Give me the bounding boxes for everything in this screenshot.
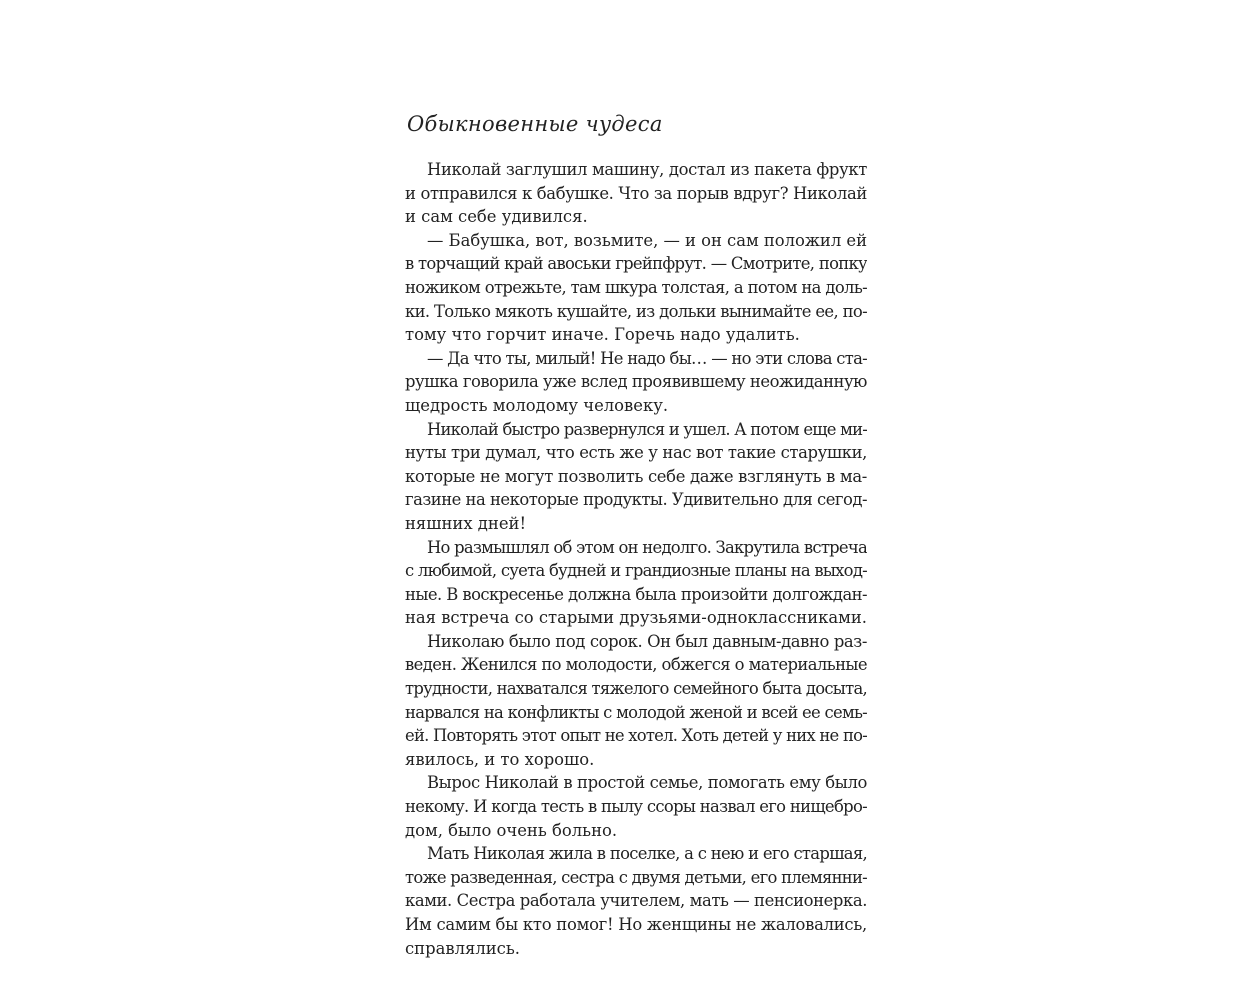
text-line: справлялись. (405, 938, 520, 958)
text-line: газине на некоторые продукты. Удивительно для сегод- (405, 490, 867, 510)
text-line: тому что горчит иначе. Горечь надо удалить. (405, 325, 800, 345)
text-line: и отправился к бабушке. Что за порыв вдруг? Николай (405, 183, 867, 203)
text-line: нуты три думал, что есть же у нас вот такие старушки, (405, 443, 867, 463)
text-line: ные. В воскресенье должна была произойти долгождан- (405, 584, 867, 604)
text-line: ками. Сестра работала учителем, мать — пенсионерка. (405, 891, 867, 911)
text-line: няшних дней! (405, 513, 527, 533)
text-line: и сам себе удивился. (405, 207, 588, 227)
text-line: трудности, нахватался тяжелого семейного быта досыта, (405, 679, 867, 699)
text-line: Николай быстро развернулся и ушел. А потом еще ми- (427, 419, 867, 439)
text-line: — Да что ты, милый! Не надо бы… — но эти слова ста- (427, 348, 867, 368)
text-line: щедрость молодому человеку. (405, 395, 669, 415)
text-line: — Бабушка, вот, возьмите, — и он сам положил ей (427, 230, 867, 250)
text-line: дом, было очень больно. (405, 820, 618, 840)
text-line: ей. Повторять этот опыт не хотел. Хоть детей у них не по- (405, 726, 867, 746)
text-line: рушка говорила уже вслед проявившему неожиданную (405, 372, 867, 392)
text-line: Но размышлял об этом он недолго. Закрутила встреча (427, 537, 867, 557)
text-line: с любимой, суета будней и грандиозные планы на выход- (405, 561, 867, 581)
text-line: ножиком отрежьте, там шкура толстая, а потом на доль- (405, 277, 867, 297)
text-line: тоже разведенная, сестра с двумя детьми, его племянни- (405, 867, 867, 887)
text-line: ки. Только мякоть кушайте, из дольки вынимайте ее, по- (405, 301, 867, 321)
text-line: Им самим бы кто помог! Но женщины не жаловались, (405, 915, 867, 934)
text-line: Мать Николая жила в поселке, а с нею и его старшая, (427, 844, 867, 864)
text-line: явилось, и то хорошо. (405, 749, 595, 769)
text-line: Вырос Николай в простой семье, помогать ему было (427, 773, 867, 793)
text-line: Николаю было под сорок. Он был давным-давно раз- (427, 631, 867, 651)
text-line: которые не могут позволить себе даже взглянуть в ма- (405, 466, 867, 486)
text-line: Николай заглушил машину, достал из пакета фрукт (427, 160, 867, 179)
running-head: Обыкновенные чудеса (407, 112, 663, 136)
text-line: в торчащий край авоськи грейпфрут. — Смотрите, попку (405, 254, 867, 274)
body-text (405, 158, 867, 960)
text-line: веден. Женился по молодости, обжегся о материальные (405, 655, 867, 675)
text-line: ная встреча со старыми друзьями-одноклассниками. (405, 608, 867, 628)
text-line: нарвался на конфликты с молодой женой и всей ее семь- (405, 702, 867, 722)
text-line: некому. И когда тесть в пылу ссоры назвал его нищебро- (405, 797, 867, 817)
